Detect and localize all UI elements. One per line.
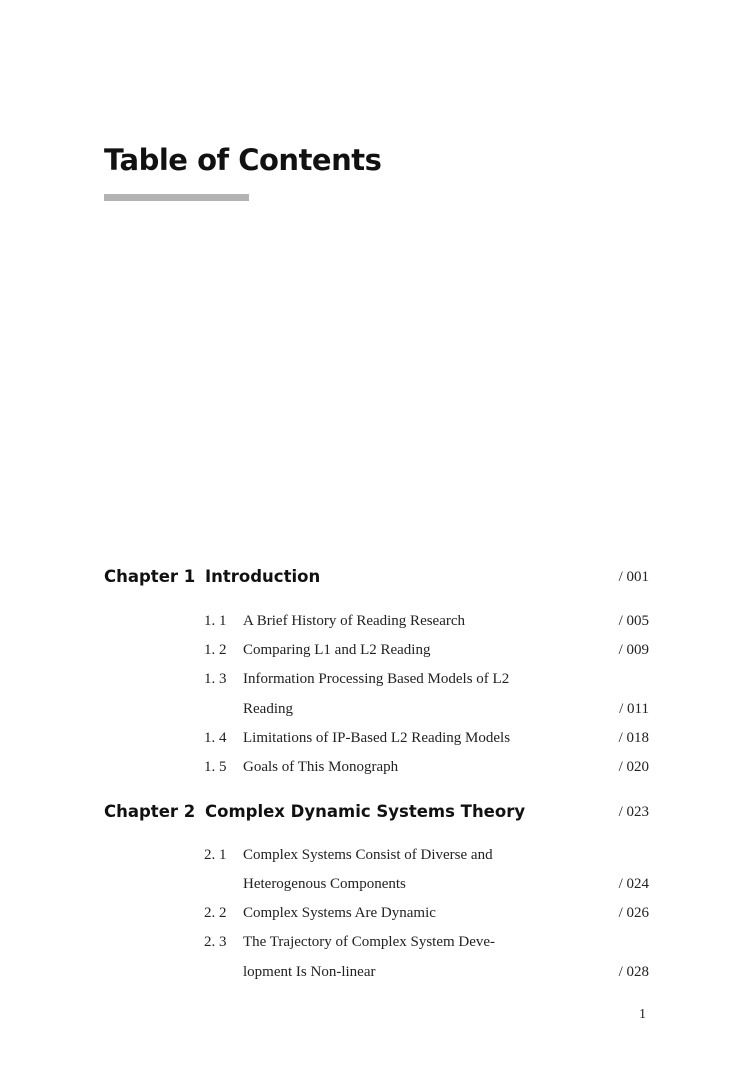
section-number: 1. 1 bbox=[204, 613, 227, 629]
section-title-continued: Reading bbox=[243, 701, 293, 717]
section-number: 2. 1 bbox=[204, 847, 227, 863]
chapter-title: Introduction bbox=[205, 567, 321, 586]
section-title: A Brief History of Reading Research bbox=[243, 613, 466, 629]
toc-section-2-1[interactable] bbox=[204, 847, 649, 869]
toc-section-2-1-continued[interactable] bbox=[204, 876, 649, 898]
section-title: Limitations of IP-Based L2 Reading Models bbox=[243, 730, 511, 746]
section-number: 1. 2 bbox=[204, 642, 227, 658]
chapter-title: Complex Dynamic Systems Theory bbox=[205, 802, 526, 821]
title-underline-bar bbox=[104, 194, 249, 201]
toc-section-1-4[interactable] bbox=[204, 730, 649, 752]
chapter-label: Chapter 2 bbox=[104, 802, 196, 821]
section-number: 1. 3 bbox=[204, 671, 227, 687]
section-number: 1. 4 bbox=[204, 730, 227, 746]
page-title: Table of Contents bbox=[104, 143, 382, 177]
section-title: Goals of This Monograph bbox=[243, 759, 399, 775]
toc-chapter-2[interactable] bbox=[104, 802, 649, 826]
toc-section-1-3-continued[interactable] bbox=[204, 701, 649, 723]
toc-chapter-1[interactable] bbox=[104, 567, 649, 591]
chapter-label: Chapter 1 bbox=[104, 567, 196, 586]
section-page-number: / 028 bbox=[618, 964, 649, 980]
section-title: Comparing L1 and L2 Reading bbox=[243, 642, 431, 658]
page-folio-number: 1 bbox=[639, 1007, 646, 1022]
section-title-continued: Heterogenous Components bbox=[243, 876, 406, 892]
toc-section-1-5[interactable] bbox=[204, 759, 649, 781]
toc-section-2-3-continued[interactable] bbox=[204, 964, 649, 986]
section-title: Information Processing Based Models of L2 bbox=[243, 671, 510, 687]
toc-section-2-2[interactable] bbox=[204, 905, 649, 927]
section-number: 2. 3 bbox=[204, 934, 227, 950]
section-number: 1. 5 bbox=[204, 759, 227, 775]
section-title-continued: lopment Is Non-linear bbox=[243, 964, 376, 980]
section-page-number: / 020 bbox=[618, 759, 649, 775]
section-page-number: / 018 bbox=[618, 730, 649, 746]
toc-section-1-1[interactable] bbox=[204, 613, 649, 635]
toc-section-2-3[interactable] bbox=[204, 934, 649, 956]
section-number: 2. 2 bbox=[204, 905, 227, 921]
toc-section-1-3[interactable] bbox=[204, 671, 649, 693]
section-title: Complex Systems Are Dynamic bbox=[243, 905, 436, 921]
chapter-page-number: / 001 bbox=[618, 569, 649, 585]
section-page-number: / 024 bbox=[618, 876, 649, 892]
section-page-number: / 011 bbox=[619, 701, 649, 717]
toc-section-1-2[interactable] bbox=[204, 642, 649, 664]
section-title: The Trajectory of Complex System Deve- bbox=[243, 934, 496, 950]
section-page-number: / 005 bbox=[618, 613, 649, 629]
section-page-number: / 026 bbox=[618, 905, 649, 921]
section-title: Complex Systems Consist of Diverse and bbox=[243, 847, 493, 863]
section-page-number: / 009 bbox=[618, 642, 649, 658]
chapter-page-number: / 023 bbox=[618, 804, 649, 820]
